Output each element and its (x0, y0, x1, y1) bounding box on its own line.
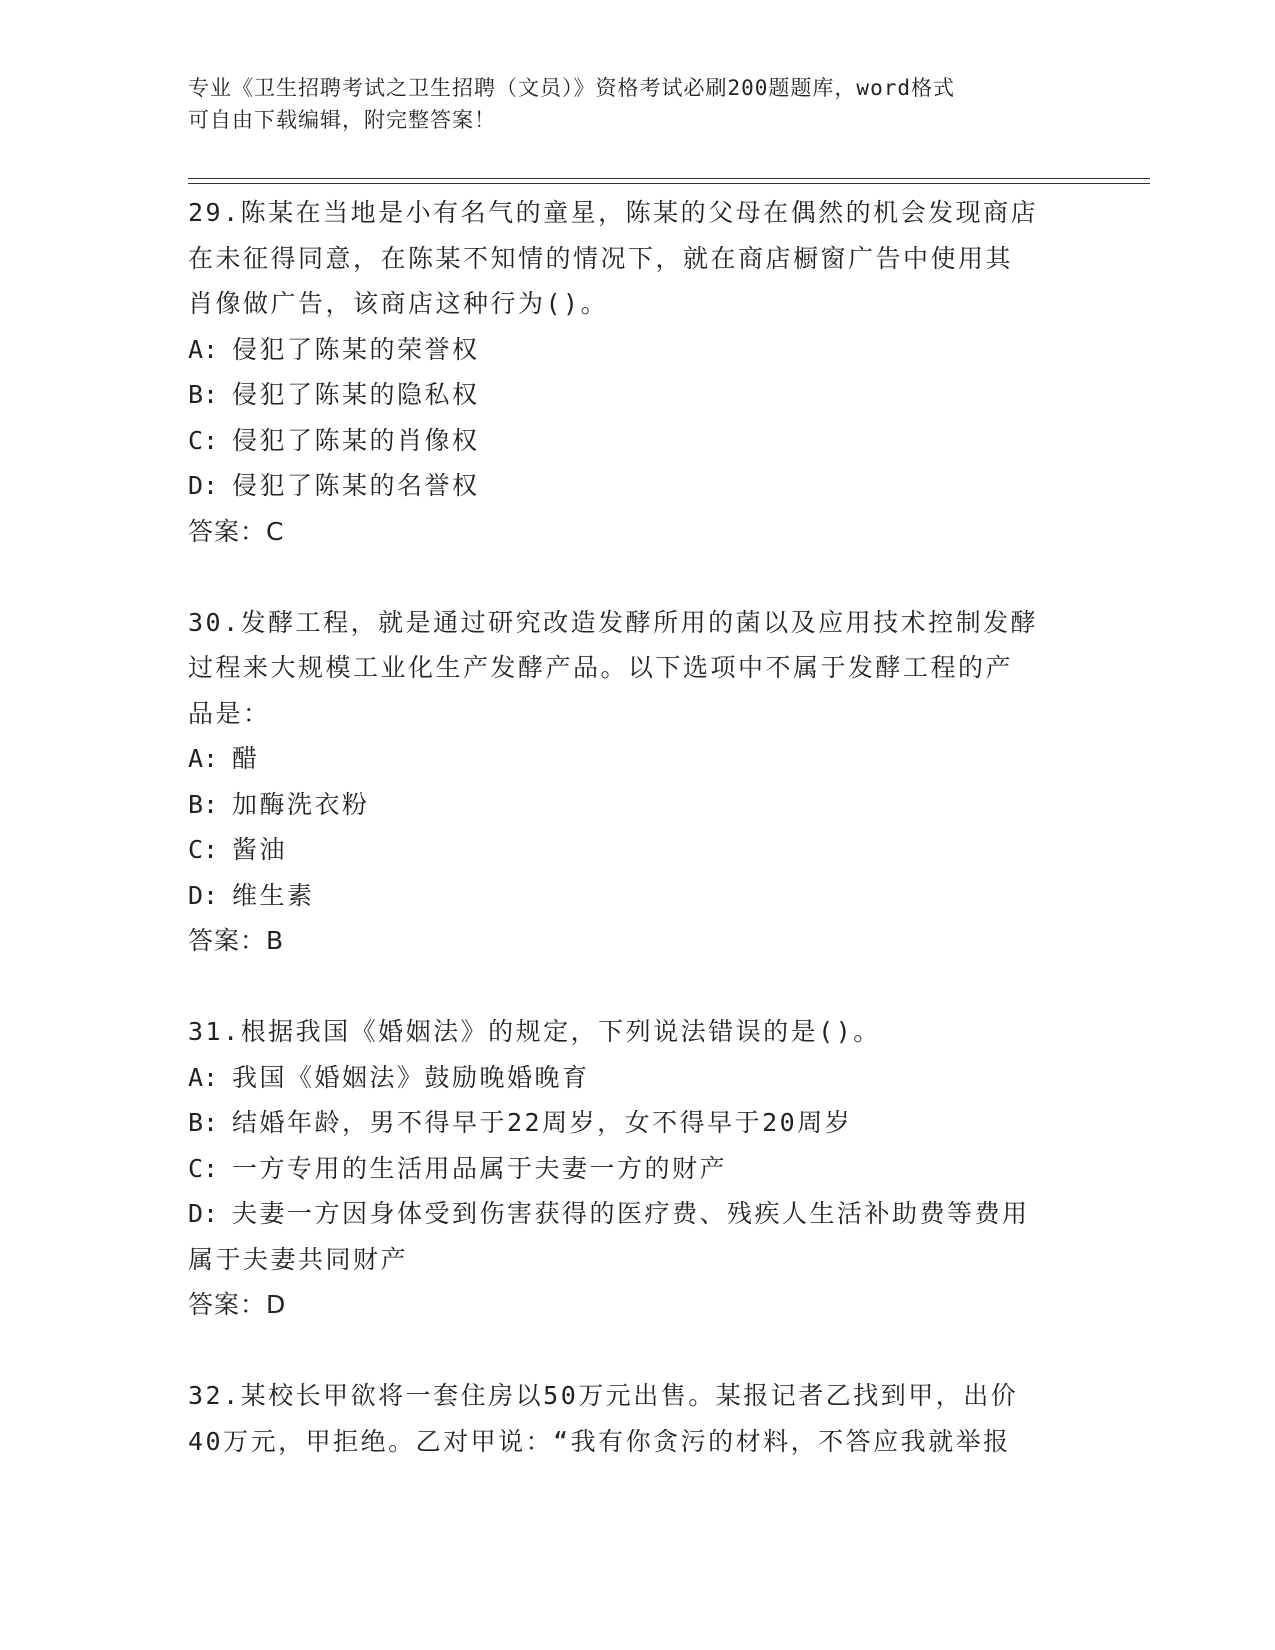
header-line: 专业《卫生招聘考试之卫生招聘（文员）》资格考试必刷200题题库，word格式 (188, 76, 955, 100)
option-a (188, 1055, 1068, 1101)
option-d (188, 1191, 1068, 1237)
option-d (188, 463, 1068, 509)
option-c (188, 418, 1068, 464)
question-stem-line: 过程来大规模工业化生产发酵产品。以下选项中不属于发酵工程的产 (188, 653, 1014, 682)
option-key: B: (188, 380, 219, 409)
option-key: B: (188, 789, 219, 819)
question-30 (188, 600, 1068, 964)
question-32 (188, 1373, 1068, 1464)
question-stem-line: 32.某校长甲欲将一套住房以50万元出售。某报记者乙找到甲，出价 (188, 1381, 1019, 1410)
option-key: C: (188, 425, 219, 455)
option-d-continuation: 属于夫妻共同财产 (188, 1244, 409, 1274)
option-text: 侵犯了陈某的隐私权 (232, 380, 480, 409)
option-key: B: (188, 1108, 219, 1137)
question-stem-line: 在未征得同意，在陈某不知情的情况下，就在商店橱窗广告中使用其 (188, 243, 1014, 273)
option-text: 侵犯了陈某的荣誉权 (232, 334, 480, 364)
option-key: A: (188, 744, 219, 773)
option-text: 侵犯了陈某的名誉权 (232, 471, 480, 500)
option-b (188, 1100, 1068, 1146)
option-b (188, 372, 1068, 418)
question-31 (188, 1009, 1068, 1328)
answer-line: 答案：C (188, 516, 285, 546)
header-divider (188, 178, 1150, 179)
question-stem-line: 肖像做广告，该商店这种行为()。 (188, 289, 609, 318)
answer-line: 答案：D (188, 1290, 287, 1319)
question-stem-line: 31.根据我国《婚姻法》的规定，下列说法错误的是()。 (188, 1017, 881, 1046)
spacer (188, 964, 1068, 1010)
document-header (188, 72, 1068, 136)
option-key: A: (188, 1062, 219, 1092)
option-text: 结婚年龄，男不得早于22周岁，女不得早于20周岁 (232, 1108, 853, 1137)
option-text: 夫妻一方因身体受到伤害获得的医疗费、残疾人生活补助费等费用 (232, 1199, 1030, 1228)
option-text: 酱油 (232, 835, 288, 864)
question-stem-line: 40万元，甲拒绝。乙对甲说：“我有你贪污的材料，不答应我就举报 (188, 1426, 1011, 1456)
question-stem-line: 品是： (188, 698, 271, 728)
option-key: D: (188, 880, 219, 910)
option-key: C: (188, 835, 219, 864)
question-list (188, 190, 1068, 1464)
option-text: 加酶洗衣粉 (232, 789, 370, 819)
option-text: 一方专用的生活用品属于夫妻一方的财产 (232, 1153, 728, 1183)
option-a (188, 736, 1068, 782)
option-b (188, 782, 1068, 828)
spacer (188, 1328, 1068, 1374)
option-key: C: (188, 1153, 219, 1183)
option-text: 醋 (232, 744, 260, 773)
header-line: 可自由下载编辑，附完整答案！ (188, 108, 496, 132)
option-c (188, 1146, 1068, 1192)
spacer (188, 554, 1068, 600)
header-divider (188, 183, 1150, 184)
option-text: 侵犯了陈某的肖像权 (232, 425, 480, 455)
question-29 (188, 190, 1068, 554)
option-a (188, 327, 1068, 373)
answer-line: 答案：B (188, 926, 285, 955)
option-text: 维生素 (232, 880, 315, 910)
option-text: 我国《婚姻法》鼓励晚婚晚育 (232, 1062, 590, 1092)
option-key: D: (188, 1199, 219, 1228)
option-key: D: (188, 471, 219, 500)
question-stem-line: 29.陈某在当地是小有名气的童星，陈某的父母在偶然的机会发现商店 (188, 198, 1039, 227)
option-d (188, 873, 1068, 919)
question-stem-line: 30.发酵工程，就是通过研究改造发酵所用的菌以及应用技术控制发酵 (188, 607, 1039, 637)
option-c (188, 827, 1068, 873)
option-key: A: (188, 334, 219, 364)
